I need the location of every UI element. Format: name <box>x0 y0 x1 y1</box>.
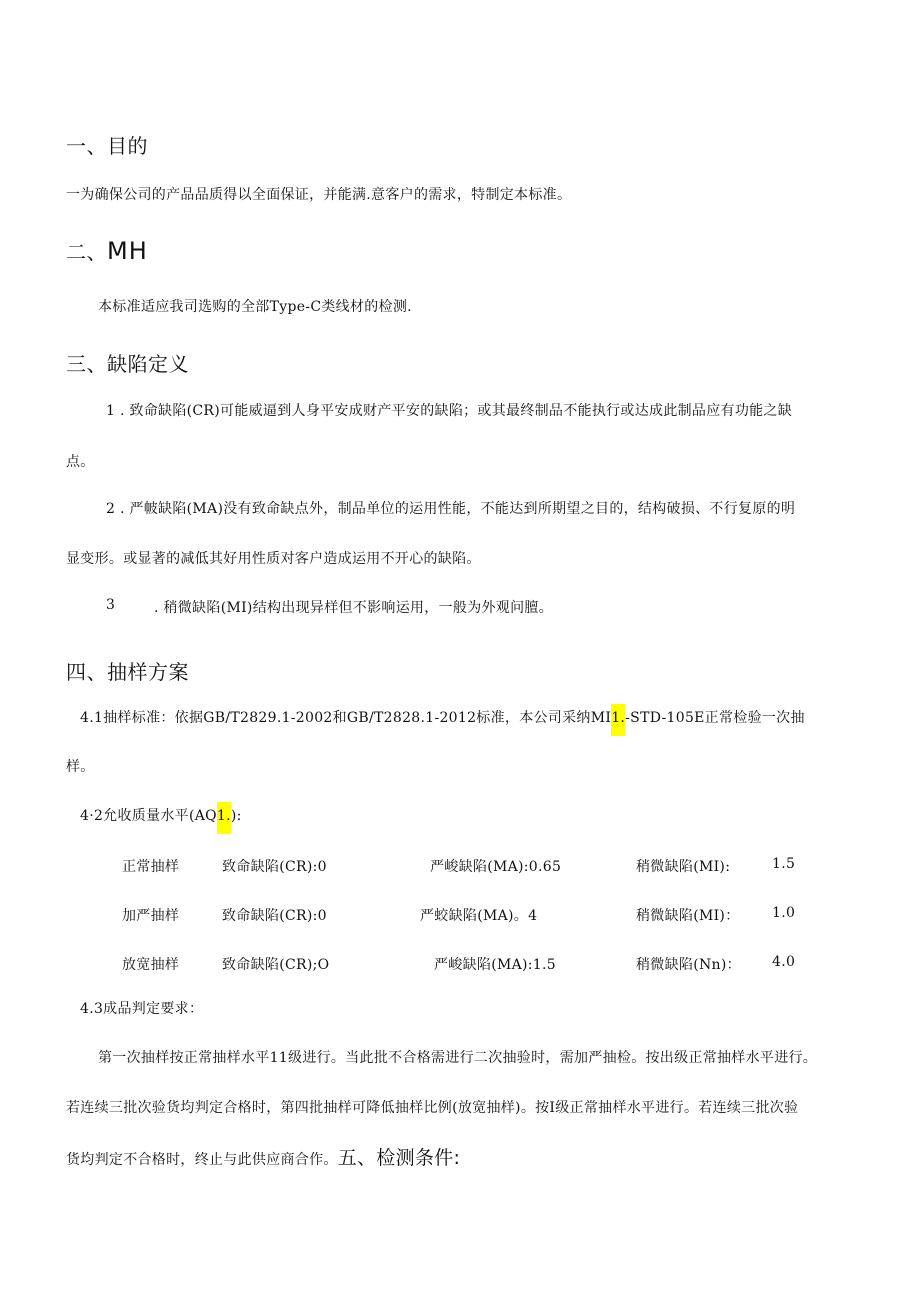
aql-heading-text-a: 4·2允收质量水平(AQ <box>80 808 217 824</box>
section-4-heading: 四、抽样方案 <box>66 660 189 684</box>
critical-aql: 致命缺陷(CR):0 <box>222 859 327 875</box>
sampling-type: 放宽抽样 <box>122 957 180 973</box>
sampling-type: 加严抽样 <box>122 908 180 924</box>
minor-aql-label: 稍微缺陷(Nn)： <box>636 957 741 973</box>
product-judgment-text: 货均判定不合格时，终止与此供应商合作。 <box>66 1152 338 1168</box>
section-1-heading: 一、目的 <box>66 134 148 158</box>
major-aql: 严蛟缺陷(MA)。4 <box>420 908 538 924</box>
aql-heading-text-b: ): <box>230 808 242 824</box>
minor-aql-label: 稍微缺陷(MI)： <box>636 908 740 924</box>
minor-aql-value: 4.0 <box>772 954 796 970</box>
aql-heading <box>80 805 242 825</box>
product-judgment-line-3 <box>66 1143 460 1170</box>
defect-minor-text: . 稍微缺陷(MI)结构出现异样但不影响运用，一般为外观问膻。 <box>154 600 553 616</box>
product-judgment-heading: 4.3成品判定要求： <box>80 1001 204 1017</box>
critical-aql: 致命缺陷(CR);O <box>222 957 330 973</box>
defect-critical-line-2: 点。 <box>66 454 95 470</box>
highlight-mark: 1. <box>217 802 231 834</box>
major-aql: 严峻缺陷(MA):0.65 <box>430 859 562 875</box>
major-aql: 严峻缺陷(MA):1.5 <box>434 957 556 973</box>
sampling-type: 正常抽样 <box>122 859 180 875</box>
section-2-text: 本标准适应我司选购的全部Type-C类线材的检测. <box>98 299 412 315</box>
sampling-standard-line-1 <box>80 707 805 727</box>
section-5-heading: 五、检测条件: <box>337 1147 461 1169</box>
defect-major-line-2: 显变形。或显著的减低其好用性质对客户造成运用不开心的缺陷。 <box>66 551 481 567</box>
minor-aql-value: 1.5 <box>772 856 796 872</box>
product-judgment-line-1: 第一次抽样按正常抽样水平11级进行。当此批不合格需进行二次抽验时，需加严抽检。按出级正常抽样水平进行。 <box>98 1050 818 1066</box>
sampling-standard-text-a: 4.1抽样标准：依据GB/T2829.1-2002和GB/T2828.1-2012标准，本公司采纳MI <box>80 710 612 726</box>
minor-aql-value: 1.0 <box>772 905 796 921</box>
minor-aql-label: 稍微缺陷(MI): <box>636 859 731 875</box>
product-judgment-line-2: 若连续三批次验货均判定合格时，第四批抽样可降低抽样比例(放宽抽样)。按I级正常抽样水平进行。若连续三批次验 <box>66 1100 799 1116</box>
defect-minor-number: 3 <box>106 597 116 613</box>
defect-critical-line-1: 1 . 致命缺陷(CR)可能威逼到人身平安成财产平安的缺陷；或其最终制品不能执行或达成此制品应有功能之缺 <box>106 403 793 419</box>
defect-major-line-1: 2 . 严帔缺陷(MA)没有致命缺点外，制品单位的运用性能，不能达到所期望之目的，结构破损、不行复原的明 <box>106 501 796 517</box>
critical-aql: 致命缺陷(CR):0 <box>222 908 327 924</box>
highlight-mark: 1. <box>611 704 625 736</box>
section-1-text: 一为确保公司的产品品质得以全面保证，并能满.意客户的需求，特制定本标准。 <box>66 187 572 203</box>
section-2-heading-prefix: 二、 <box>66 240 107 264</box>
section-2-heading-main: MH <box>107 237 148 265</box>
sampling-standard-line-2: 样。 <box>66 759 95 775</box>
section-3-heading: 三、缺陷定义 <box>66 352 189 376</box>
sampling-standard-text-b: -STD-105E正常检验一次抽 <box>625 710 805 726</box>
section-2-heading <box>66 236 148 265</box>
